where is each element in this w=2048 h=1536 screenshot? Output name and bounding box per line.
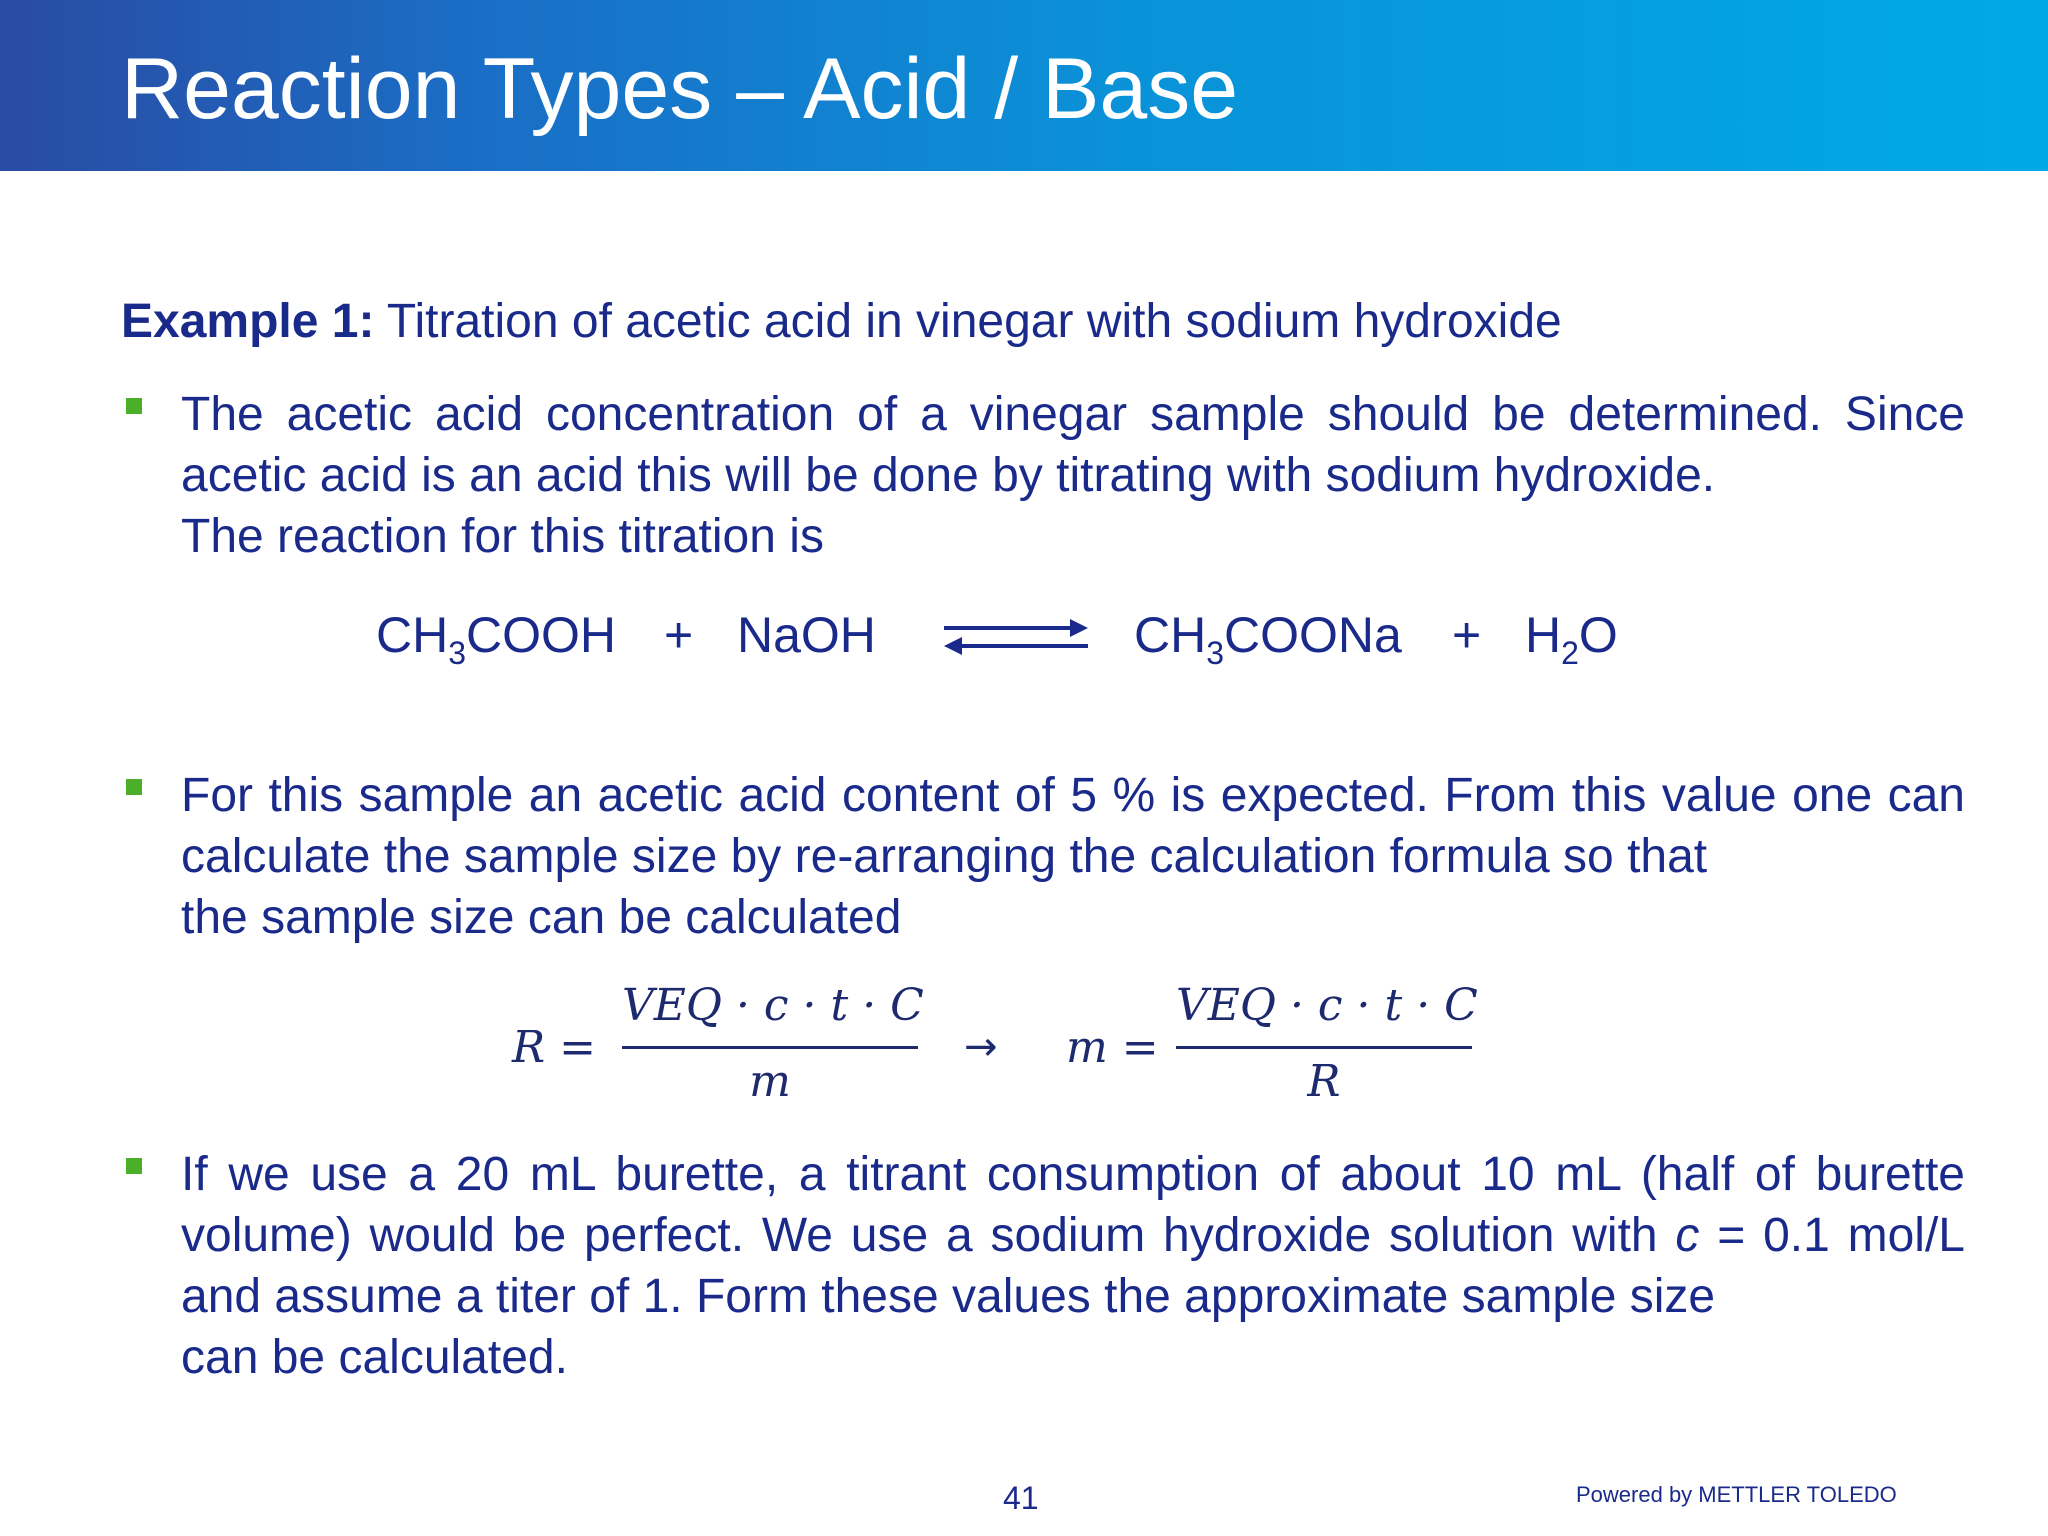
bullet-paragraph: For this sample an acetic acid content of 5 % is expected. From this value one can calculate the sample size by re-arranging the calculation formula so that: [181, 769, 1965, 883]
bullet-square-icon: [126, 1158, 142, 1174]
fraction-bar: [622, 1046, 918, 1049]
reactant-acetic-acid: $CH_3COOH$: [376, 607, 617, 671]
example-label: Example 1:: [121, 295, 375, 348]
header-banner: [0, 0, 2048, 171]
bullet-paragraph: The acetic acid concentration of a vinegar sample should be determined. Since acetic acid is an acid this will be done by titrating with sodium hydroxide.: [181, 388, 1965, 502]
reaction-equation: [0, 598, 2048, 678]
bullet-paragraph: If we use a 20 mL burette, a titrant consumption of about 10 mL (half of burette volume) would be perfect. We use a sodium hydroxide solution with c = 0.1 mol/L and assume a titer of 1. Form these values the approximate sample size: [181, 1148, 1965, 1323]
reactant-naoh: NaOH: [737, 607, 876, 663]
bullet-text: [181, 1144, 1965, 1388]
formula-lhs-r: R =: [512, 1022, 596, 1073]
formula-lhs-m: m =: [1066, 1022, 1159, 1073]
fraction-denominator: m: [749, 1056, 791, 1107]
formula: [0, 980, 2048, 1110]
plus-sign: +: [664, 607, 694, 663]
powered-by-text: Powered by METTLER TOLEDO: [1576, 1482, 1897, 1507]
bullet-square-icon: [126, 398, 142, 414]
fraction-bar: [1176, 1046, 1472, 1049]
bullet-paragraph-end: the sample size can be calculated: [181, 891, 902, 944]
bullet-paragraph-end: can be calculated.: [181, 1331, 568, 1384]
bullet-text: [181, 765, 1965, 948]
fraction-numerator: VEQ · c · t · C: [1176, 980, 1478, 1031]
plus-sign: +: [1452, 607, 1482, 663]
bullet-square-icon: [126, 779, 142, 795]
fraction-denominator: R: [1307, 1056, 1341, 1107]
page-title: Reaction Types – Acid / Base: [121, 41, 1239, 137]
example-text: Titration of acetic acid in vinegar with sodium hydroxide: [386, 295, 1562, 348]
product-sodium-acetate: $CH_3COONa$: [1134, 607, 1402, 671]
right-arrow-icon: →: [964, 1024, 998, 1070]
bullet-text: [181, 384, 1965, 567]
fraction-numerator: VEQ · c · t · C: [622, 980, 924, 1031]
fraction-m: [1176, 980, 1478, 1110]
concentration-symbol: c: [1675, 1209, 1700, 1262]
page-number: 41: [1003, 1480, 1039, 1516]
fraction-r: [622, 980, 924, 1110]
bullet-paragraph-end: The reaction for this titration is: [181, 510, 824, 563]
example-heading: [121, 294, 1562, 349]
product-water: $H_2O$: [1525, 607, 1618, 671]
equilibrium-arrows-icon: [942, 608, 1090, 666]
